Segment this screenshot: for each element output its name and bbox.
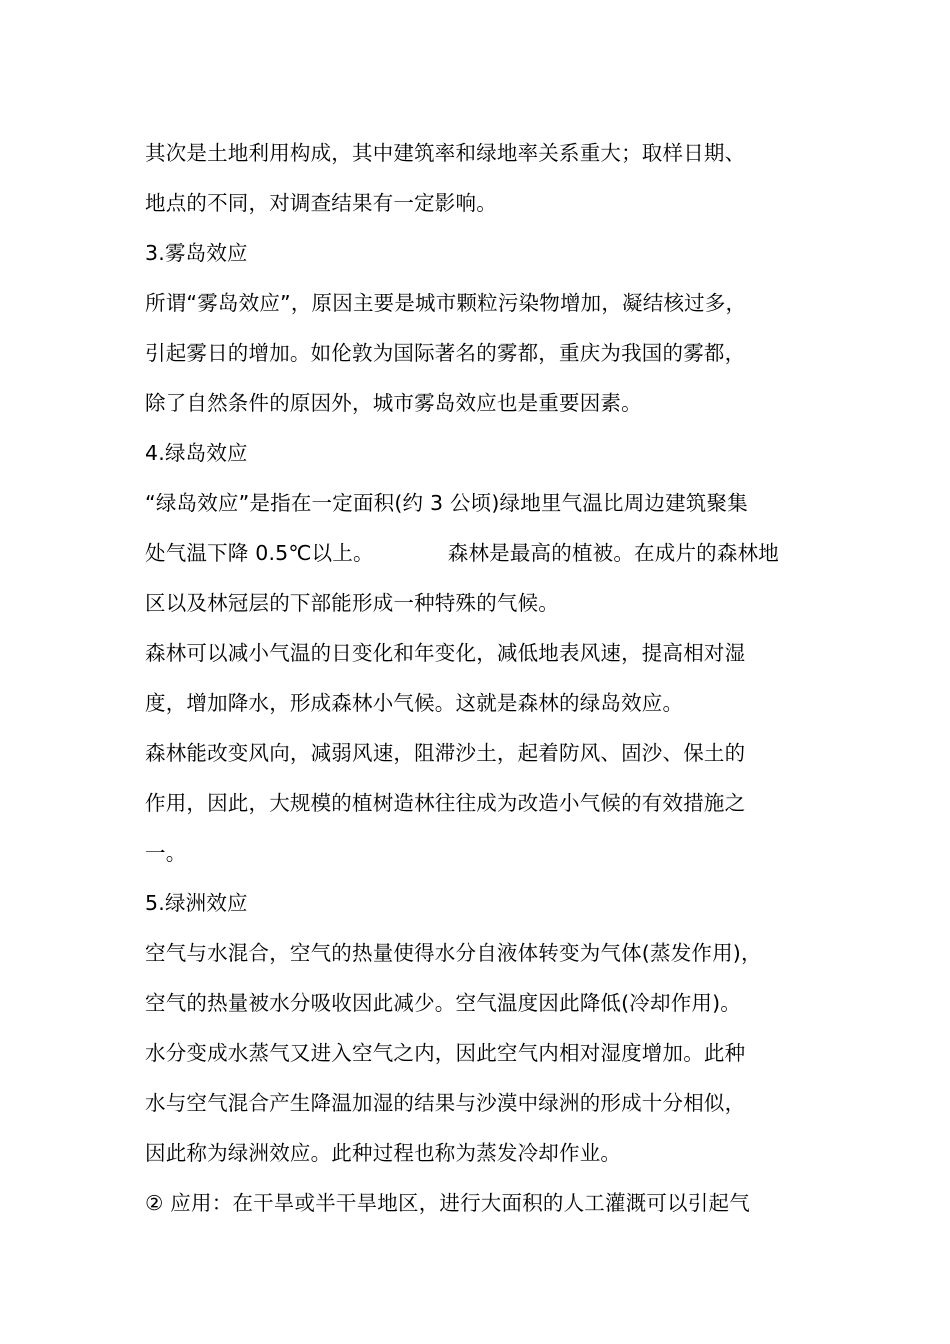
text-line: 空气与水混合，空气的热量使得水分自液体转变为气体(蒸发作用)， bbox=[145, 941, 762, 965]
text-line: 水与空气混合产生降温加湿的结果与沙漠中绿洲的形成十分相似， bbox=[145, 1091, 746, 1115]
text-line: 作用，因此，大规模的植树造林往往成为改造小气候的有效措施之 bbox=[145, 791, 746, 815]
document-body bbox=[145, 128, 825, 1228]
text-line: 水分变成水蒸气又进入空气之内，因此空气内相对湿度增加。此种 bbox=[145, 1041, 746, 1065]
text-line: 引起雾日的增加。如伦敦为国际著名的雾都，重庆为我国的雾都， bbox=[145, 341, 746, 365]
text-line: 区以及林冠层的下部能形成一种特殊的气候。 bbox=[145, 591, 559, 615]
text-line: 所谓“雾岛效应”，原因主要是城市颗粒污染物增加，凝结核过多， bbox=[145, 291, 747, 315]
text-line: 一。 bbox=[145, 841, 187, 865]
text-segment: 处气温下降 0.5℃以上。 bbox=[145, 541, 374, 565]
text-line: 森林可以减小气温的日变化和年变化，减低地表风速，提高相对湿 bbox=[145, 641, 746, 665]
text-segment: 森林是最高的植被。在成片的森林地 bbox=[447, 541, 779, 565]
text-line: 森林能改变风向，减弱风速，阻滞沙土，起着防风、固沙、保土的 bbox=[145, 741, 746, 765]
text-line: “绿岛效应”是指在一定面积(约 3 公顷)绿地里气温比周边建筑聚集 bbox=[145, 491, 748, 515]
section-heading: 3.雾岛效应 bbox=[145, 241, 248, 265]
section-heading: 5.绿洲效应 bbox=[145, 891, 248, 915]
text-line: 度，增加降水，形成森林小气候。这就是森林的绿岛效应。 bbox=[145, 691, 684, 715]
text-line: ② 应用：在干旱或半干旱地区，进行大面积的人工灌溉可以引起气 bbox=[145, 1191, 750, 1215]
text-line: 因此称为绿洲效应。此种过程也称为蒸发冷却作业。 bbox=[145, 1141, 622, 1165]
text-line bbox=[145, 528, 825, 578]
text-line: 除了自然条件的原因外，城市雾岛效应也是重要因素。 bbox=[145, 391, 642, 415]
section-heading: 4.绿岛效应 bbox=[145, 441, 248, 465]
text-line: 空气的热量被水分吸收因此减少。空气温度因此降低(冷却作用)。 bbox=[145, 991, 741, 1015]
text-line: 地点的不同，对调查结果有一定影响。 bbox=[145, 191, 497, 215]
text-line: 其次是土地利用构成，其中建筑率和绿地率关系重大；取样日期、 bbox=[145, 141, 746, 165]
